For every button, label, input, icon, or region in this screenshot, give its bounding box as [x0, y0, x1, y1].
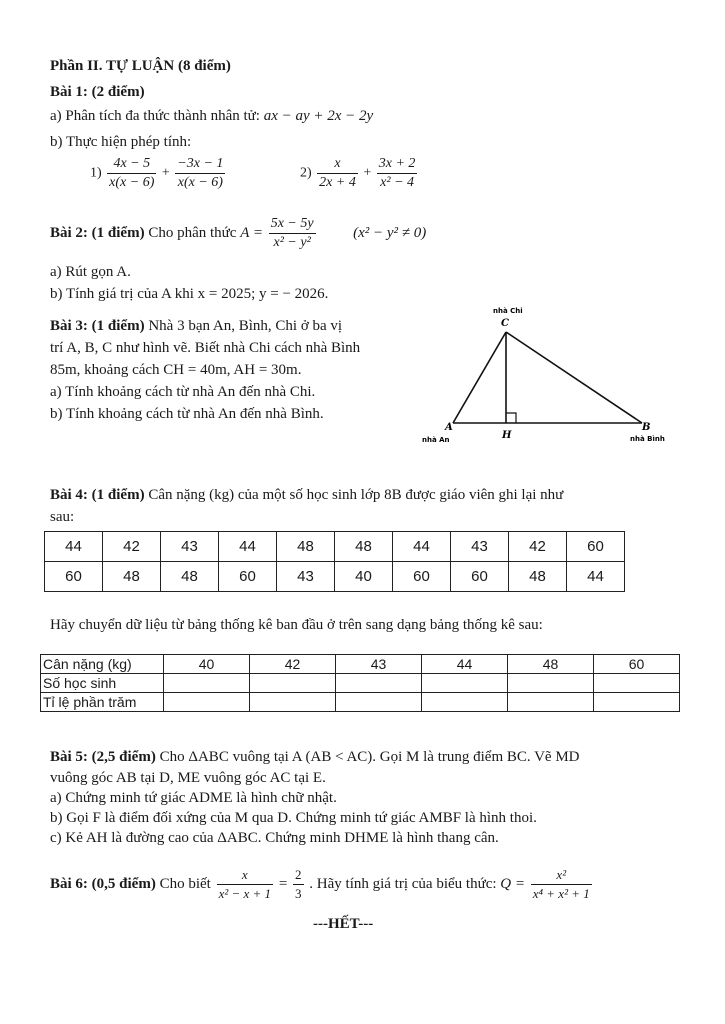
bai5-b: b) Gọi F là điểm đối xứng của M qua D. Chứng minh tứ giác AMBF là hình thoi. — [50, 810, 537, 826]
table-cell: 42 — [509, 532, 567, 562]
bai5-c: c) Kẻ AH là đường cao của ΔABC. Chứng minh DHME là hình thang cân. — [50, 830, 499, 846]
stat-header: Cân nặng (kg) — [41, 655, 164, 674]
table-cell: 48 — [103, 562, 161, 592]
bai3-line1 — [50, 318, 342, 335]
bai5-line2: vuông góc AB tại D, ME vuông góc AC tại E. — [50, 770, 326, 786]
bai1-b1-f1-den: x(x − 6) — [109, 175, 155, 190]
bai4-intro: Cân nặng (kg) của một số học sinh lớp 8B được giáo viên ghi lại như — [148, 487, 564, 503]
empty-cell[interactable] — [422, 693, 508, 712]
bai6-q-den: x⁴ + x² + 1 — [532, 886, 590, 901]
bai1-b2-f2-den: x² − 4 — [380, 175, 415, 190]
empty-cell[interactable] — [250, 674, 336, 693]
bai2-statement — [50, 215, 426, 252]
bai2-num: 5x − 5y — [269, 215, 316, 234]
empty-cell[interactable] — [508, 674, 594, 693]
end-marker: ---HẾT--- — [313, 916, 374, 932]
label-nha-an: nhà An — [422, 436, 450, 444]
stat-col: 44 — [422, 655, 508, 674]
bai6-q-num: x² — [531, 866, 592, 885]
bai3-b: b) Tính khoảng cách từ nhà An đến nhà Bình. — [50, 406, 324, 422]
bai2-b: b) Tính giá trị của A khi x = 2025; y = − 2026. — [50, 286, 329, 302]
empty-cell[interactable] — [336, 693, 422, 712]
bai1-b2 — [300, 155, 419, 192]
side-cb — [506, 332, 642, 423]
bai1-b2-label: 2) — [300, 165, 312, 181]
bai2-intro: Cho phân thức — [148, 224, 237, 241]
bai5-title: Bài 5: (2,5 điểm) — [50, 749, 156, 765]
table-cell: 40 — [335, 562, 393, 592]
bai6-title: Bài 6: (0,5 điểm) — [50, 875, 156, 892]
stat-col: 42 — [250, 655, 336, 674]
bai6-r-den: 3 — [295, 886, 302, 901]
bai6-r-num: 2 — [293, 866, 304, 885]
table-row — [41, 674, 680, 693]
table-cell: 43 — [277, 562, 335, 592]
empty-cell[interactable] — [508, 693, 594, 712]
stat-row-label: Số học sinh — [41, 674, 164, 693]
bai6-q-fraction — [531, 866, 592, 903]
bai2-lhs: A = — [240, 224, 263, 241]
table-row — [41, 655, 680, 674]
table-cell: 42 — [103, 532, 161, 562]
bai1-b2-fraction1 — [317, 155, 358, 192]
table-cell: 48 — [161, 562, 219, 592]
table-row — [45, 532, 625, 562]
bai4-line1 — [50, 487, 563, 504]
bai2-title: Bài 2: (1 điểm) — [50, 224, 145, 241]
bai3-line2: trí A, B, C như hình vẽ. Biết nhà Chi cách nhà Bình — [50, 340, 361, 356]
bai3-line1-text: Nhà 3 bạn An, Bình, Chi ở ba vị — [148, 318, 343, 334]
bai1-a-expr: ax − ay + 2x − 2y — [263, 108, 374, 124]
bai1-b1-f1-num: 4x − 5 — [107, 155, 156, 174]
bai6-mid: . Hãy tính giá trị của biểu thức: — [309, 875, 497, 892]
bai1-b1-fraction1 — [107, 155, 156, 192]
bai6-given-fraction — [217, 866, 273, 903]
bai5-a: a) Chứng minh tứ giác ADME là hình chữ nhật. — [50, 790, 337, 806]
bai2-den: x² − y² — [273, 235, 311, 250]
side-ac — [453, 332, 506, 423]
bai6-statement — [50, 866, 594, 903]
empty-cell[interactable] — [594, 693, 680, 712]
stat-col: 48 — [508, 655, 594, 674]
bai2-condition: (x² − y² ≠ 0) — [353, 224, 427, 241]
bai3-title: Bài 3: (1 điểm) — [50, 318, 145, 334]
bai1-b2-plus: + — [363, 165, 372, 181]
table-cell: 60 — [567, 532, 625, 562]
bai4-instruction: Hãy chuyển dữ liệu từ bảng thống kê ban đầu ở trên sang dạng bảng thống kê sau: — [50, 617, 543, 633]
table-cell: 48 — [277, 532, 335, 562]
bai5-line1 — [50, 749, 580, 766]
bai3-line3: 85m, khoảng cách CH = 40m, AH = 30m. — [50, 362, 302, 378]
vertex-a: A — [445, 422, 453, 433]
bai2-fraction — [269, 215, 316, 252]
bai1-title: Bài 1: (2 điểm) — [50, 84, 145, 100]
empty-cell[interactable] — [336, 674, 422, 693]
bai6-q-lhs: Q = — [500, 875, 525, 892]
table-cell: 43 — [451, 532, 509, 562]
table-cell: 60 — [393, 562, 451, 592]
bai1-b2-fraction2 — [377, 155, 418, 192]
bai4-intro2: sau: — [50, 509, 75, 525]
triangle-figure — [420, 302, 680, 450]
empty-cell[interactable] — [250, 693, 336, 712]
bai1-b2-f2-num: 3x + 2 — [377, 155, 418, 174]
bai1-b1 — [90, 155, 227, 192]
bai6-f-num: x — [217, 866, 273, 885]
table-cell: 48 — [335, 532, 393, 562]
table-cell: 44 — [393, 532, 451, 562]
bai1-b1-plus: + — [161, 165, 170, 181]
table-cell: 60 — [219, 562, 277, 592]
table-cell: 44 — [219, 532, 277, 562]
bai6-f-den: x² − x + 1 — [218, 886, 272, 901]
bai1-a — [50, 108, 373, 125]
frequency-table — [40, 654, 680, 712]
stat-col: 40 — [164, 655, 250, 674]
empty-cell[interactable] — [164, 674, 250, 693]
table-cell: 48 — [509, 562, 567, 592]
part-title: Phần II. TỰ LUẬN (8 điểm) — [50, 58, 231, 74]
empty-cell[interactable] — [594, 674, 680, 693]
table-cell: 43 — [161, 532, 219, 562]
stat-col: 60 — [594, 655, 680, 674]
table-cell: 60 — [45, 562, 103, 592]
bai1-b: b) Thực hiện phép tính: — [50, 134, 192, 150]
table-row — [41, 693, 680, 712]
bai1-b1-f2-den: x(x − 6) — [177, 175, 223, 190]
table-cell: 44 — [45, 532, 103, 562]
bai1-b1-f2-num: −3x − 1 — [175, 155, 225, 174]
vertex-b: B — [642, 422, 651, 433]
bai4-title: Bài 4: (1 điểm) — [50, 487, 145, 503]
label-nha-binh: nhà Bình — [630, 435, 665, 443]
raw-data-table — [44, 531, 625, 592]
bai6-ratio — [293, 866, 304, 903]
label-nha-chi: nhà Chi — [493, 307, 523, 315]
vertex-c: C — [501, 318, 509, 329]
bai6-eq: = — [278, 875, 288, 892]
empty-cell[interactable] — [164, 693, 250, 712]
bai2-a: a) Rút gọn A. — [50, 264, 131, 280]
bai1-b2-f1-den: 2x + 4 — [319, 175, 356, 190]
bai1-b1-label: 1) — [90, 165, 102, 181]
vertex-h: H — [502, 430, 512, 441]
table-row — [45, 562, 625, 592]
table-cell: 44 — [567, 562, 625, 592]
bai3-a: a) Tính khoảng cách từ nhà An đến nhà Chi. — [50, 384, 316, 400]
bai1-b2-f1-num: x — [317, 155, 358, 174]
empty-cell[interactable] — [422, 674, 508, 693]
bai6-intro: Cho biết — [159, 875, 211, 892]
bai1-a-text: a) Phân tích đa thức thành nhân tử: — [50, 108, 260, 124]
bai1-b1-fraction2 — [175, 155, 225, 192]
table-cell: 60 — [451, 562, 509, 592]
stat-col: 43 — [336, 655, 422, 674]
stat-row-label: Tỉ lệ phần trăm — [41, 693, 164, 712]
bai5-line1-text: Cho ΔABC vuông tại A (AB < AC). Gọi M là trung điểm BC. Vẽ MD — [159, 749, 580, 765]
right-angle-mark — [506, 413, 516, 423]
